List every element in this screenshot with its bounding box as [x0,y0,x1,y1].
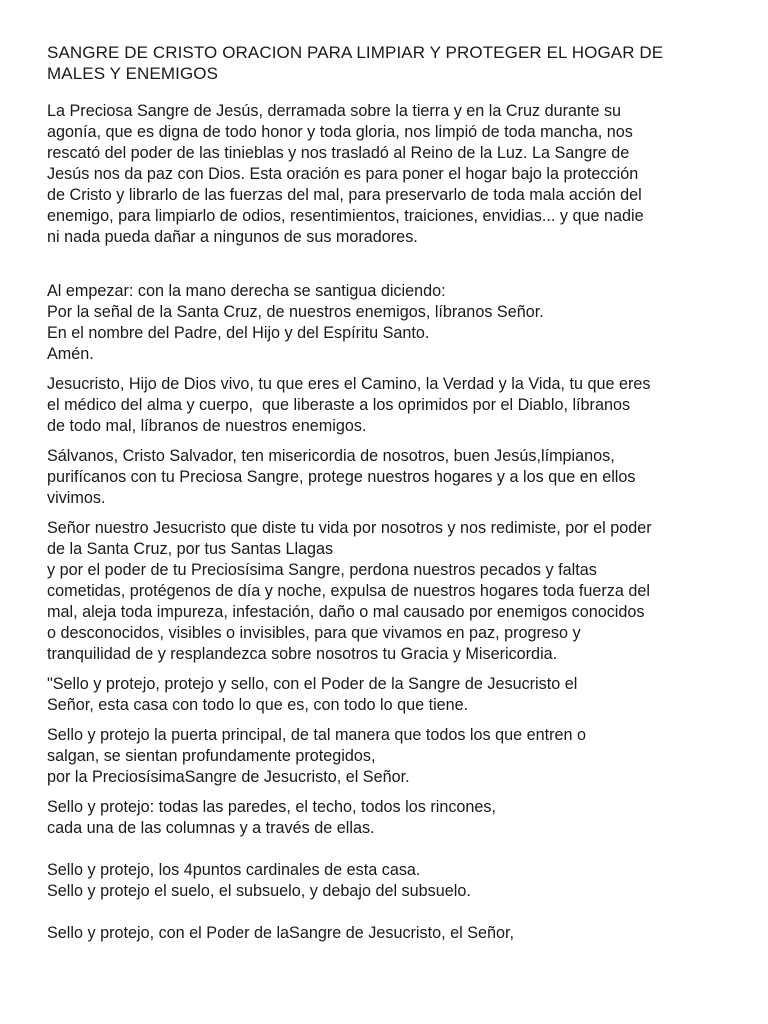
text-line: de Cristo y librarlo de las fuerzas del mal, para preservarlo de toda mala acción del [47,186,642,204]
seal-paragraph-3 [47,797,737,839]
intro-paragraph [47,101,737,248]
document-page [47,42,737,944]
text-line: cometidas, protégenos de día y noche, expulsa de nuestros hogares toda fuerza del [47,582,650,600]
text-line: En el nombre del Padre, del Hijo y del Espíritu Santo. [47,324,430,342]
text-line: agonía, que es digna de todo honor y toda gloria, nos limpió de toda mancha, nos [47,123,633,141]
text-line: "Sello y protejo, protejo y sello, con el Poder de la Sangre de Jesucristo el [47,675,578,693]
seal-paragraph-5 [47,923,737,944]
text-line: Sello y protejo, con el Poder de laSangre de Jesucristo, el Señor, [47,924,515,942]
text-line: Al empezar: con la mano derecha se santigua diciendo: [47,282,446,300]
text-line: vivimos. [47,489,106,507]
text-line: purifícanos con tu Preciosa Sangre, protege nuestros hogares y a los que en ellos [47,468,636,486]
text-line: y por el poder de tu Preciosísima Sangre, perdona nuestros pecados y faltas [47,561,597,579]
text-line: ni nada pueda dañar a ningunos de sus moradores. [47,228,418,246]
seal-paragraph-1 [47,674,737,716]
spacer [47,788,737,797]
text-line: tranquilidad de y resplandezca sobre nosotros tu Gracia y Misericordia. [47,645,558,663]
text-line: Jesús nos da paz con Dios. Esta oración es para poner el hogar bajo la protección [47,165,639,183]
text-line: de la Santa Cruz, por tus Santas Llagas [47,540,334,558]
seal-paragraph-4 [47,860,737,902]
title-line: MALES Y ENEMIGOS [47,64,219,83]
text-line: Por la señal de la Santa Cruz, de nuestros enemigos, líbranos Señor. [47,303,544,321]
text-line: Sálvanos, Cristo Salvador, ten misericordia de nosotros, buen Jesús,límpianos, [47,447,615,465]
spacer [47,716,737,725]
text-line: rescató del poder de las tinieblas y nos trasladó al Reino de la Luz. La Sangre de [47,144,630,162]
text-line: La Preciosa Sangre de Jesús, derramada sobre la tierra y en la Cruz durante su [47,102,622,120]
text-line: Sello y protejo, los 4puntos cardinales de esta casa. [47,861,421,879]
spacer [47,437,737,446]
prayer-salvanos-paragraph [47,446,737,509]
text-line: Sello y protejo la puerta principal, de tal manera que todos los que entren o [47,726,587,744]
spacer [47,665,737,674]
text-line: Amén. [47,345,94,363]
spacer [47,248,737,281]
text-line: Sello y protejo el suelo, el subsuelo, y debajo del subsuelo. [47,882,471,900]
text-line: Sello y protejo: todas las paredes, el techo, todos los rincones, [47,798,497,816]
text-line: o desconocidos, visibles o invisibles, para que vivamos en paz, progreso y [47,624,581,642]
spacer [47,365,737,374]
text-line: Señor, esta casa con todo lo que es, con todo lo que tiene. [47,696,469,714]
prayer-jesucristo-paragraph [47,374,737,437]
text-line: cada una de las columnas y a través de ellas. [47,819,375,837]
prayer-senor-paragraph [47,518,737,665]
text-line: Jesucristo, Hijo de Dios vivo, tu que eres el Camino, la Verdad y la Vida, tu que eres [47,375,651,393]
spacer [47,839,737,860]
text-line: mal, aleja toda impureza, infestación, daño o mal causado por enemigos conocidos [47,603,645,621]
text-line: el médico del alma y cuerpo, que liberaste a los oprimidos por el Diablo, líbranos [47,396,631,414]
text-line: salgan, se sientan profundamente protegidos, [47,747,376,765]
spacer [47,509,737,518]
seal-paragraph-2 [47,725,737,788]
document-title [47,42,737,84]
text-line: de todo mal, líbranos de nuestros enemigos. [47,417,367,435]
text-line: enemigo, para limpiarlo de odios, resentimientos, traiciones, envidias... y que nadie [47,207,644,225]
spacer [47,902,737,923]
text-line: Señor nuestro Jesucristo que diste tu vida por nosotros y nos redimiste, por el poder [47,519,652,537]
opening-paragraph [47,281,737,365]
title-line: SANGRE DE CRISTO ORACION PARA LIMPIAR Y PROTEGER EL HOGAR DE [47,43,664,62]
text-line: por la PreciosísimaSangre de Jesucristo, el Señor. [47,768,410,786]
